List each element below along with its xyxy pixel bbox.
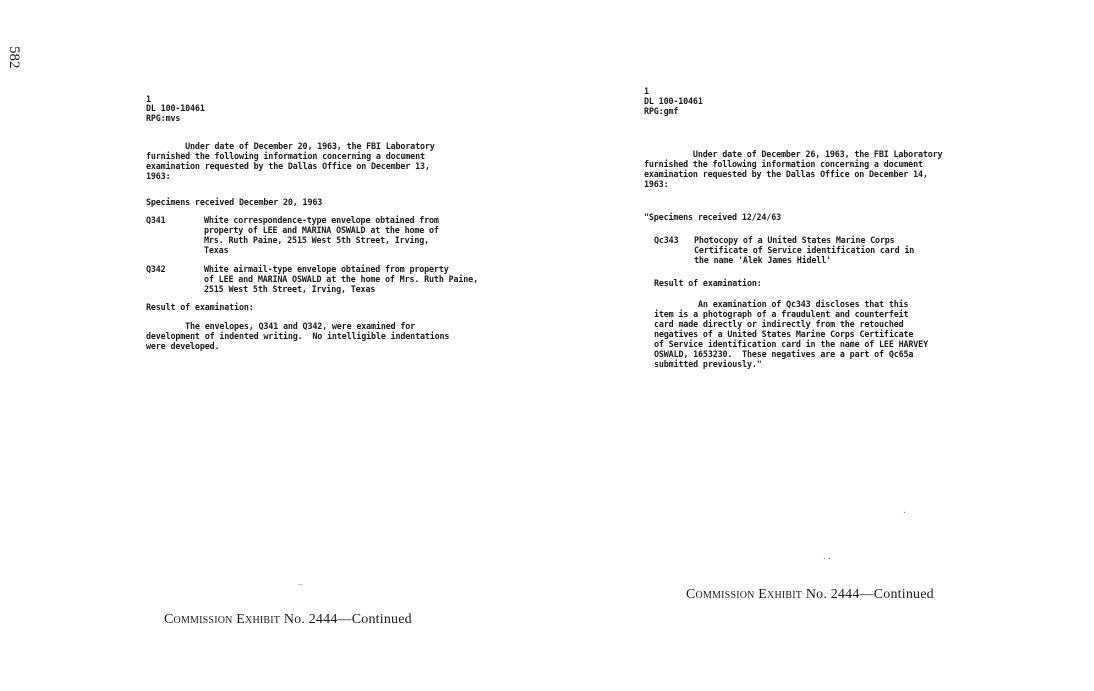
exhibit-caption-rest: No. 2444—Continued: [283, 612, 412, 627]
right-document-page: [644, 0, 1074, 691]
right-exhibit-caption: [686, 587, 934, 603]
left-serial: 1: [146, 94, 151, 104]
left-document-page: [146, 0, 546, 691]
right-result-paragraph: An examination of Qc343 discloses that this item is a photograph of a fraudulent and counterfeit card made directly or indirectly from the retouched negatives of a United States Marine Corps Certificate of Service identification card in the name of LEE HARVEY OSWALD, 1653230. These negatives are a part of Qc65a submitted previously.": [654, 299, 928, 369]
left-specimen-item-q341: [146, 215, 439, 255]
scan-artifact: ⸳⸳: [298, 579, 303, 588]
specimen-description: White correspondence-type envelope obtained from property of LEE and MARINA OSWALD at the home of Mrs. Ruth Paine, 2515 West 5th Street, Irving, Texas: [204, 215, 439, 255]
specimen-description: White airmail-type envelope obtained from property of LEE and MARINA OSWALD at the home of Mrs. Ruth Paine, 2515 West 5th Street, Irving, Texas: [204, 264, 478, 294]
exhibit-caption-rest: No. 2444—Continued: [805, 587, 934, 602]
left-initials: RPG:mvs: [146, 113, 181, 123]
specimen-id: Q342: [146, 264, 166, 274]
specimen-description: Photocopy of a United States Marine Corps Certificate of Service identification card in the name 'Alek James Hidell': [694, 235, 915, 265]
right-specimens-line: "Specimens received 12/24/63: [644, 212, 781, 222]
left-result-heading: Result of examination:: [146, 302, 254, 312]
left-intro-paragraph: Under date of December 20, 1963, the FBI Laboratory furnished the following information concerning a document examination requested by the Dallas Office on December 13, 1963:: [146, 141, 435, 181]
scan-artifact: ·: [902, 508, 907, 517]
left-specimens-line: Specimens received December 20, 1963: [146, 197, 323, 207]
specimen-id: Q341: [146, 215, 166, 225]
scan-artifact: ··: [822, 554, 832, 563]
right-result-heading: Result of examination:: [654, 278, 762, 288]
exhibit-caption-lead: Commission Exhibit: [164, 612, 281, 627]
left-result-paragraph: The envelopes, Q341 and Q342, were examined for development of indented writing. No intelligible indentations were developed.: [146, 321, 450, 351]
left-specimen-item-q342: [146, 264, 478, 304]
left-file-number: DL 100-10461: [146, 103, 205, 113]
right-intro-paragraph: Under date of December 26, 1963, the FBI Laboratory furnished the following information concerning a document examination requested by the Dallas Office on December 14, 1963:: [644, 149, 943, 189]
right-initials: RPG:gmf: [644, 106, 679, 116]
right-specimen-item-qc343: [654, 235, 915, 275]
specimen-id: Qc343: [654, 235, 679, 245]
exhibit-caption-lead: Commission Exhibit: [686, 587, 803, 602]
left-exhibit-caption: [164, 612, 412, 628]
right-file-number: DL 100-10461: [644, 96, 703, 106]
right-serial: 1: [644, 86, 649, 96]
page-number: 582: [6, 46, 22, 69]
